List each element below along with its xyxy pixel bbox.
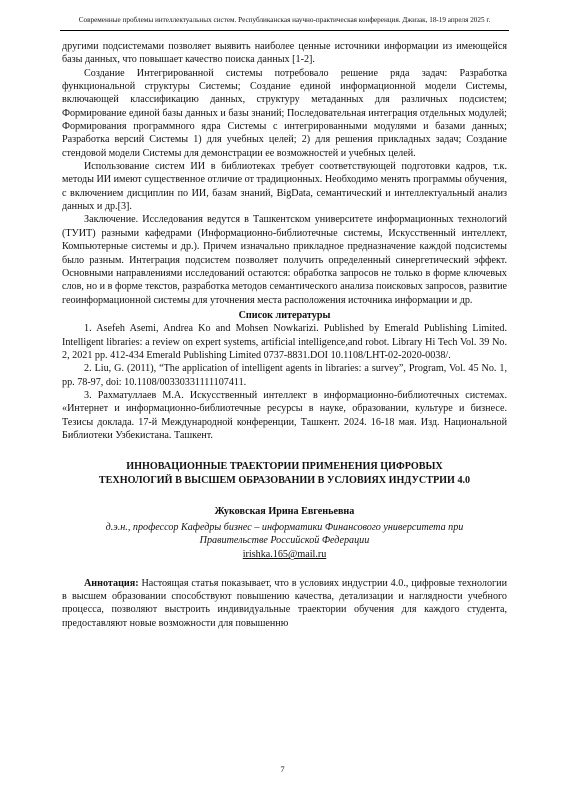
abstract [62,577,507,630]
reference-item: 1. Asefeh Asemi, Andrea Ko and Mohsen Nowkarizi. Published by Emerald Publishing Limited. Intelligent libraries: a review on expert systems, artificial intelligence,and robot. Library Hi Tech Vol. 39 No. 2, 2021 pp. 412-434 Emerald Publishing Limited 0737-8831.DOI 10.1108/LHT-02-2020-0038/. [62,323,507,361]
paragraph-conclusion: Заключение. Исследования ведутся в Ташкентском университете информационных технологий (ТУИТ) разными кафедрами (Информационно-библиотечные системы, Искусственный интеллект, Компьютерные системы и др.). Причем изначально прикладное предназначение каждой подсистемы было разным. Интеграция подсистем позволяет получить определенный синергетический эффект. Основными направлениями исследований остаются: обработка запросов не только в форме ключевых слов, но и в форме текстов, разработка методов семантического анализа поисковых запросов, развитие геоинформационной системы для уточнения места расположения источника информации и др. [62,214,507,306]
author-affiliation [62,521,507,548]
affiliation-line: Правительстве Российской Федерации [199,535,370,546]
paragraph-continuation: другими подсистемами позволяет выявить наиболее ценные источники информации из имеющейся базы данных, что повышает качество поиска данных [1-2]. [62,41,507,66]
main-content [62,40,507,630]
author-name: Жуковская Ирина Евгеньевна [214,506,355,518]
author-email-link[interactable]: irishka.165@mail.ru [242,549,327,561]
article-title-line: ТЕХНОЛОГИЙ В ВЫСШЕМ ОБРАЗОВАНИИ В УСЛОВИЯХ ИНДУСТРИИ 4.0 [98,475,471,487]
reference-item: 3. Рахматуллаев М.А. Искусственный интеллект в информационно-библиотечных системах. «Интернет и информационно-библиотечные ресурсы в науке, образовании, культуре и бизнесе. Тезисы доклада. 17-й Международной конференции, Ташкент. 2024. 16-18 мая. Изд. Национальной Библиотеки Узбекистана. Ташкент. [62,389,507,441]
abstract-label: Аннотация: [84,577,139,589]
paragraph-tasks: Создание Интегрированной системы потребовало решение ряда задач: Разработка функциональной структуры Системы; Создание единой информационной модели Системы, включающей классификацию данных, структуру метаданных для различных подсистем; Формирование единой базы данных и базы знаний; Последовательная интеграция отдельных модулей; Формирования программного ядра Системы с интегрированными модулями и базами данных; Разработка версий Системы 1) для учебных целей; 2) для решения прикладных задач; Создание стендовой модели Системы для демонстрации ее возможностей и учебных целей. [62,67,507,159]
running-header: Современные проблемы интеллектуальных систем. Республиканская научно-практическая конференция. Джизак, 18-19 апреля 2025 г. [78,16,491,24]
reference-item: 2. Liu, G. (2011), “The application of intelligent agents in libraries: a survey”, Program, Vol. 45 No. 1, pp. 78-97, doi: 10.1108/00330331111107411. [62,363,507,388]
references-heading: Список литературы [238,309,331,321]
affiliation-line: д.э.н., профессор Кафедры бизнес – информатики Финансового университета при [105,521,464,533]
paragraph-ai-training: Использование систем ИИ в библиотеках требует соответствующей подготовки кадров, т.к. методы ИИ имеют существенное отличие от традиционных. Необходимо менять программы обучения, с включением дисциплин по ИИ, базам знаний, BigData, семантический и интеллектуальный анализ данных и др.[3]. [62,161,507,213]
header-divider [60,30,509,31]
abstract-text: Настоящая статья показывает, что в условиях индустрии 4.0., цифровые технологии в высшем образовании способствуют повышению качества, детализации и наглядности учебного процесса, позволяют выстроить индивидуальные траектории обучения для каждого студента, предоставляют новые возможности для повышенню [62,577,507,629]
page-number: 7 [280,764,285,774]
article-title-line: ИННОВАЦИОННЫЕ ТРАЕКТОРИИ ПРИМЕНЕНИЯ ЦИФРОВЫХ [126,461,443,473]
article-title [62,460,507,488]
